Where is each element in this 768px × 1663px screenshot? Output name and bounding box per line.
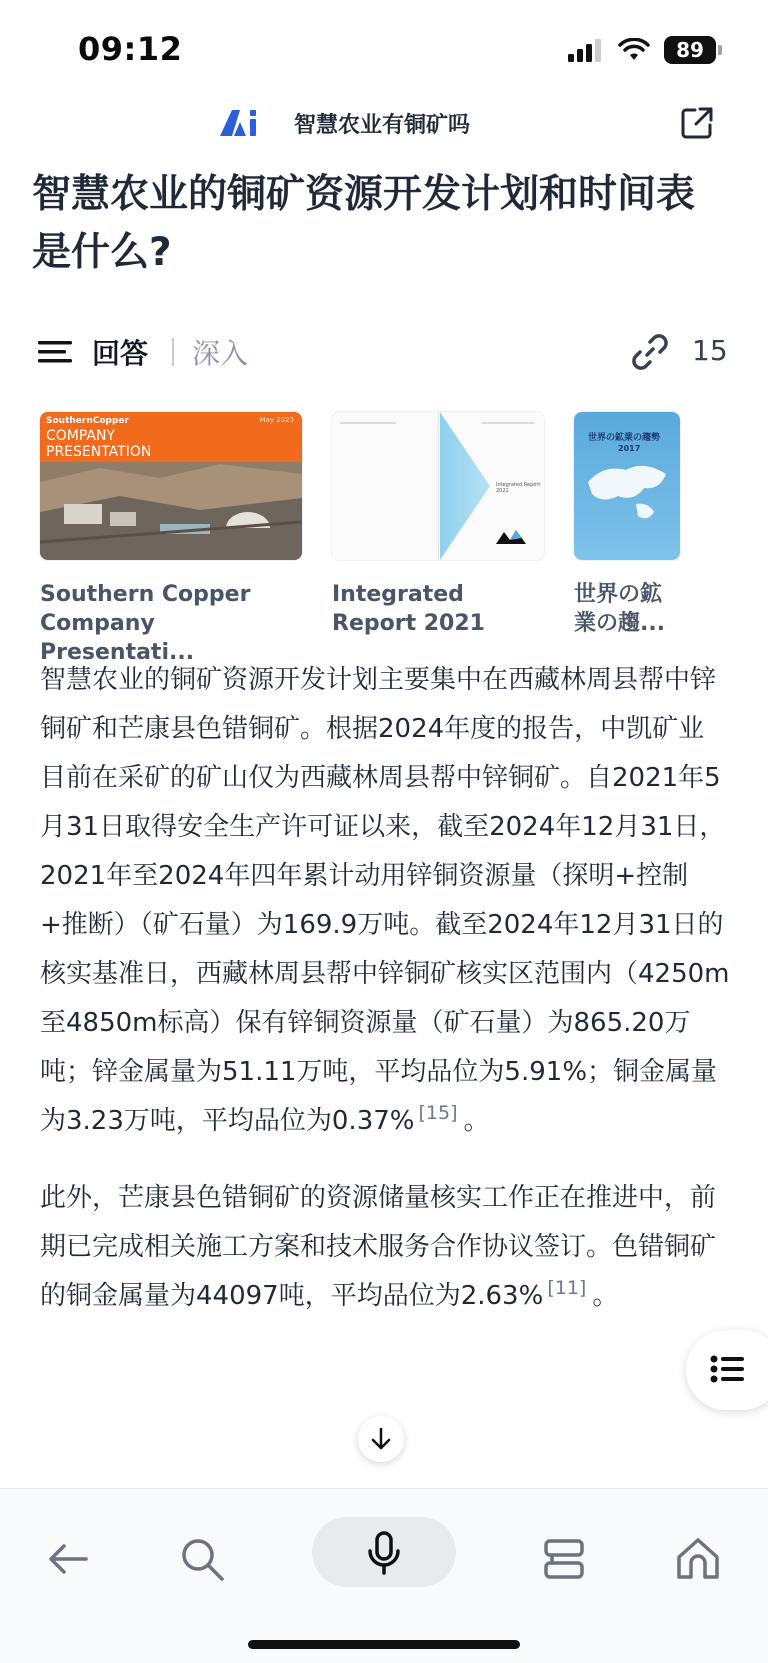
thumb-brand: SouthernCopper: [46, 416, 129, 426]
thumb-title: Integrated Report 2021: [496, 482, 541, 494]
link-icon[interactable]: [628, 330, 672, 374]
source-thumbnail: [574, 412, 680, 560]
thumb-date: May 2023: [259, 416, 294, 424]
clock: 09:12: [78, 30, 183, 68]
paragraph-text: 智慧农业的铜矿资源开发计划主要集中在西藏林周县帮中锌铜矿和芒康县色错铜矿。根据2024年度的报告，中凯矿业目前在采矿的矿山仅为西藏林周县帮中锌铜矿。自2021年5月31日取得安全生产许可证以来，截至2024年12月31日，2021年至2024年四年累计动用锌铜资源量（探明+控制+推断）（矿石量）为169.9万吨。截至2024年12月31日的核实基准日，西藏林周县帮中锌铜矿核实区范围内（4250m至4850m标高）保有锌铜资源量（矿石量）为865.20万吨；锌金属量为51.11万吨，平均品位为5.91%；铜金属量为3.23万吨，平均品位为0.37%: [40, 665, 730, 1136]
citation-link[interactable]: [11]: [547, 1277, 587, 1300]
thumb-title: [46, 428, 151, 460]
source-thumbnail: [40, 412, 302, 560]
wifi-icon: [618, 38, 650, 62]
answer-body: [40, 656, 730, 1349]
source-thumbnail: [332, 412, 544, 560]
cover-triangle: [440, 412, 490, 560]
stack-icon: [540, 1535, 588, 1583]
cover-spine: [438, 412, 439, 560]
paragraph-text: 此外，芒康县色错铜矿的资源储量核实工作正在推进中，前期已完成相关施工方案和技术服务合作协议签订。色错铜矿的铜金属量为44097吨，平均品位为2.63%: [40, 1183, 717, 1311]
back-button[interactable]: [38, 1529, 98, 1589]
tab-divider: [172, 338, 174, 366]
battery-icon: 89: [664, 36, 716, 64]
search-button[interactable]: [172, 1529, 232, 1589]
home-icon: [674, 1535, 722, 1583]
library-button[interactable]: [534, 1529, 594, 1589]
answer-paragraph: [40, 1174, 730, 1321]
paragraph-end: 。: [463, 1106, 490, 1136]
list-icon: [38, 340, 72, 364]
home-indicator: [248, 1640, 520, 1649]
tab-deep-dive[interactable]: 深入: [192, 337, 249, 370]
header-title: 智慧农业有铜矿吗: [294, 113, 471, 138]
sources-carousel[interactable]: [40, 412, 768, 665]
cover-line: [482, 422, 534, 424]
world-map-icon: [574, 412, 680, 560]
source-label[interactable]: Southern Copper Company Presentati...: [40, 582, 251, 665]
status-icons: [568, 36, 716, 64]
source-label[interactable]: 世界の鉱業の趨...: [574, 582, 666, 636]
thumb-title: 世界の鉱業の趨勢: [588, 433, 661, 443]
source-card[interactable]: [40, 412, 302, 667]
table-of-contents-button[interactable]: [686, 1330, 768, 1410]
thumb-title-line: PRESENTATION: [46, 444, 152, 460]
tab-answer[interactable]: 回答: [92, 337, 149, 370]
home-button[interactable]: [668, 1529, 728, 1589]
paragraph-end: 。: [592, 1281, 619, 1311]
voice-input-button[interactable]: [312, 1517, 456, 1587]
search-icon: [178, 1535, 226, 1583]
nav-header: [0, 96, 768, 152]
thumb-title-line: COMPANY: [46, 428, 116, 444]
cover-line: [340, 422, 396, 424]
answer-tabs: [38, 326, 730, 376]
open-external-icon[interactable]: [678, 104, 716, 142]
microphone-icon: [366, 1531, 402, 1575]
status-bar: [0, 0, 768, 100]
source-card[interactable]: [332, 412, 544, 638]
bottom-toolbar: [0, 1488, 768, 1663]
question-title: 智慧农业的铜矿资源开发计划和时间表是什么?: [32, 172, 696, 275]
citation-link[interactable]: [15]: [418, 1102, 458, 1125]
outline-list-icon: [710, 1354, 744, 1384]
mountain-logo-icon: [496, 530, 532, 544]
source-label[interactable]: Integrated Report 2021: [332, 582, 485, 636]
source-count[interactable]: 15: [692, 334, 728, 367]
answer-paragraph: [40, 656, 730, 1146]
cellular-signal-icon: [568, 38, 604, 62]
source-card[interactable]: [574, 412, 680, 638]
arrow-down-icon: [370, 1427, 392, 1451]
app-logo-icon: [218, 106, 262, 140]
thumb-year: 2017: [618, 444, 641, 453]
arrow-left-icon: [44, 1535, 92, 1583]
scroll-down-button[interactable]: [358, 1416, 404, 1462]
